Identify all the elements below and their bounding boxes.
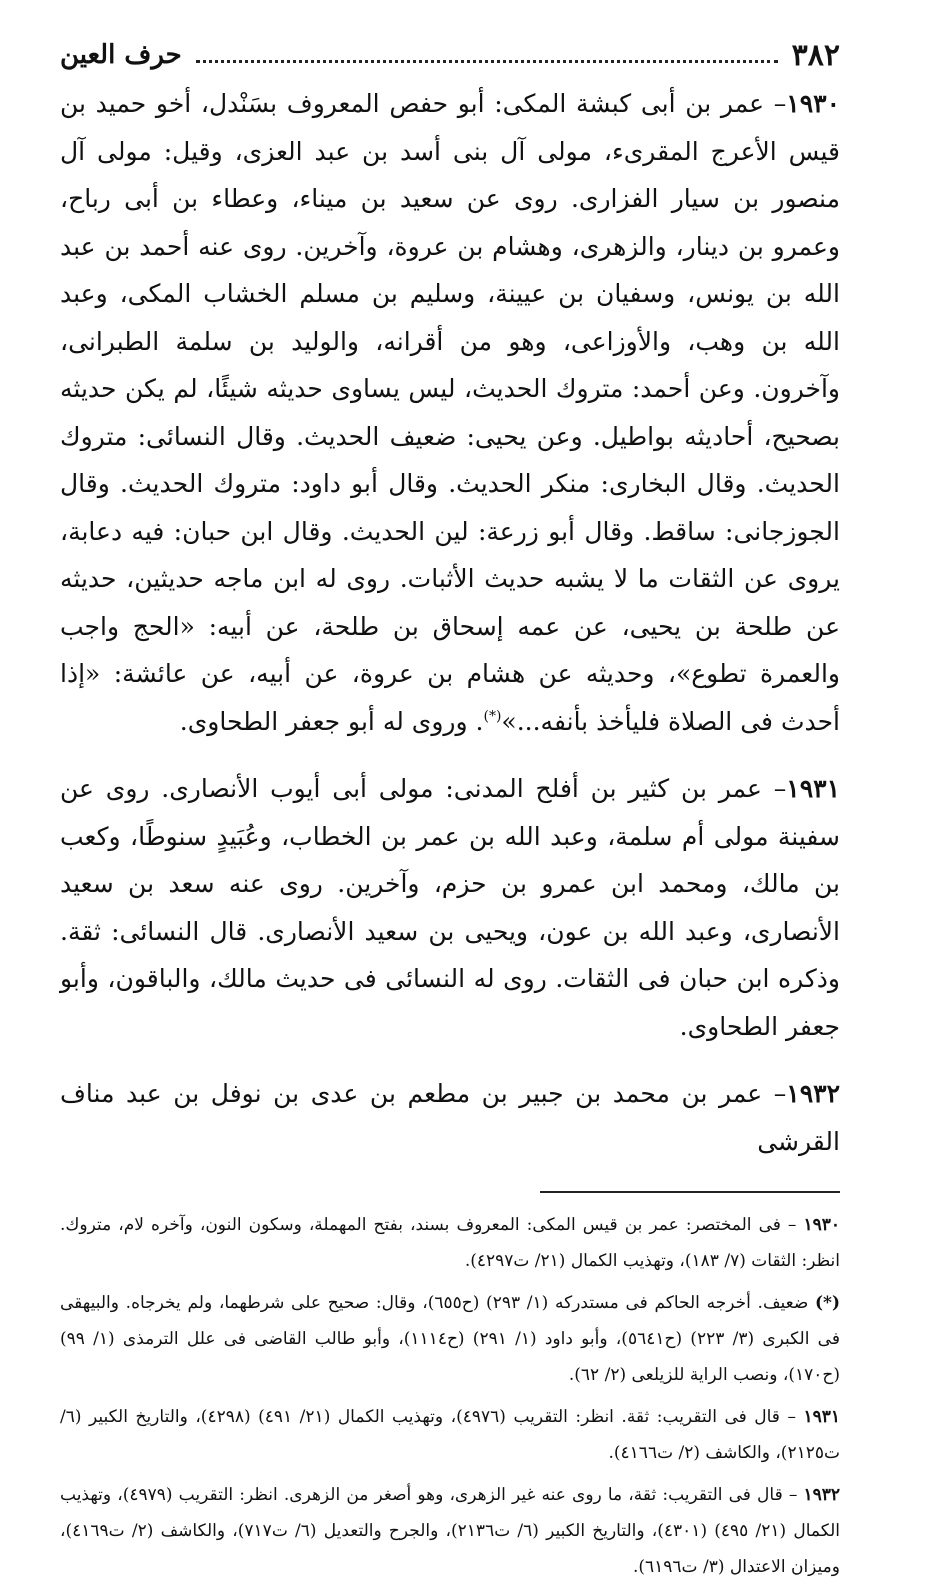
footnote-number: ١٩٣٢ (803, 1485, 841, 1505)
biography-entry (60, 765, 840, 1050)
footnotes-section (60, 1207, 840, 1585)
footnote (60, 1285, 840, 1393)
entry-number: ١٩٣١ (786, 774, 840, 803)
footnote-number: (*) (815, 1293, 840, 1313)
footnote (60, 1399, 840, 1471)
footnote-text: – قال فى التقريب: ثقة. انظر: التقريب (٤٩٧٦)، وتهذيب الكمال (٢١/ ٤٩١) (٤٢٩٨)، والتاريخ الكبير (٦/ ت٢١٢٥)، والكاشف (٢/ ت٤١٦٦). (60, 1407, 840, 1463)
footnote-text: ضعيف. أخرجه الحاكم فى مستدركه (١/ ٢٩٣) (ح٦٥٥)، وقال: صحيح على شرطهما، ولم يخرجاه. والبيهقى فى الكبرى (٣/ ٢٢٣) (ح٥٦٤١)، وأبو داود (١/ ٢٩١) (ح١١١٤)، وأبو طالب القاضى فى علل الترمذى (١/ ٩٩) (ح١٧٠)، ونصب الراية للزيلعى (٢/ ٦٢). (60, 1293, 840, 1385)
page-number: ٣٨٢ (791, 37, 840, 73)
footnote (60, 1207, 840, 1279)
footnote-text: – قال فى التقريب: ثقة، ما روى عنه غير الزهرى، وهو أصغر من الزهرى. انظر: التقريب (٤٩٧٩)، وتهذيب الكمال (٢١/ ٤٩٥) (٤٣٠١)، والتاريخ الكبير (٦/ ت٢١٣٦)، والجرح والتعديل (٦/ ت٧١٧)، والكاشف (٢/ ت٤١٦٩)، وميزان الاعتدال (٣/ ت٦١٩٦). (60, 1485, 840, 1577)
footnote-text: – فى المختصر: عمر بن قيس المكى: المعروف بسند، بفتح المهملة، وسكون النون، وآخره لام، متروك. انظر: الثقات (٧/ ١٨٣)، وتهذيب الكمال (٢١/ ت٤٢٩٧). (60, 1215, 840, 1271)
footnote (60, 1477, 840, 1585)
header-dotted-leader (196, 60, 778, 63)
footnote-marker[interactable]: (*) (483, 708, 502, 725)
entry-text: – عمر بن محمد بن جبير بن مطعم بن عدى بن نوفل بن عبد مناف القرشى (60, 1079, 840, 1156)
running-header (60, 30, 840, 80)
entry-text: – عمر بن كثير بن أفلح المدنى: مولى أبى أيوب الأنصارى. روى عن سفينة مولى أم سلمة، وعبد الله بن عمر بن الخطاب، وعُبَيدٍ سنوطًا، وكعب بن مالك، ومحمد ابن عمرو بن حزم، وآخرين. روى عنه سعد بن سعيد الأنصارى، وعبد الله بن عون، ويحيى بن سعيد الأنصارى. قال النسائى: ثقة. وذكره ابن حبان فى الثقات. روى له النسائى فى حديث مالك، والباقون، وأبو جعفر الطحاوى. (60, 774, 840, 1041)
book-page (60, 30, 840, 1591)
entry-number: ١٩٣٠ (786, 89, 840, 118)
entry-text: – عمر بن أبى كبشة المكى: أبو حفص المعروف بسَنْدل، أخو حميد بن قيس الأعرج المقرىء، مولى آل بنى أسد بن عبد العزى، وقيل: مولى آل منصور بن سيار الفزارى. روى عن سعيد بن ميناء، وعطاء بن أبى رباح، وعمرو بن دينار، والزهرى، وهشام بن عروة، وآخرين. روى عنه أحمد بن عبد الله بن يونس، وسفيان بن عيينة، وسليم بن مسلم الخشاب المكى، وعبد الله بن وهب، والأوزاعى، وهو من أقرانه، والوليد بن سلمة الطبرانى، وآخرون. وعن أحمد: متروك الحديث، ليس يساوى حديثه شيئًا، لم يكن حديثه بصحيح، أحاديثه بواطيل. وعن يحيى: ضعيف الحديث. وقال النسائى: متروك الحديث. وقال البخارى: منكر الحديث. وقال أبو داود: متروك الحديث. وقال الجوزجانى: ساقط. وقال أبو زرعة: لين الحديث. وقال ابن حبان: فيه دعابة، يروى عن الثقات ما لا يشبه حديث الأثبات. روى له ابن ماجه حديثين، حديثه عن طلحة بن يحيى، عن عمه إسحاق بن طلحة، عن أبيه: «الحج واجب والعمرة تطوع»، وحديثه عن هشام بن عروة، عن أبيه، عن عائشة: «إذا أحدث فى الصلاة فليأخذ بأنفه...» (60, 89, 840, 736)
footnote-separator (540, 1191, 840, 1193)
footnote-number: ١٩٣١ (803, 1407, 840, 1427)
entry-number: ١٩٣٢ (786, 1079, 840, 1108)
chapter-title: حرف العين (60, 40, 182, 70)
entry-text-tail: . وروى له أبو جعفر الطحاوى. (179, 706, 484, 736)
biography-entry (60, 1070, 840, 1165)
footnote-number: ١٩٣٠ (803, 1215, 841, 1235)
biography-entry (60, 80, 840, 745)
